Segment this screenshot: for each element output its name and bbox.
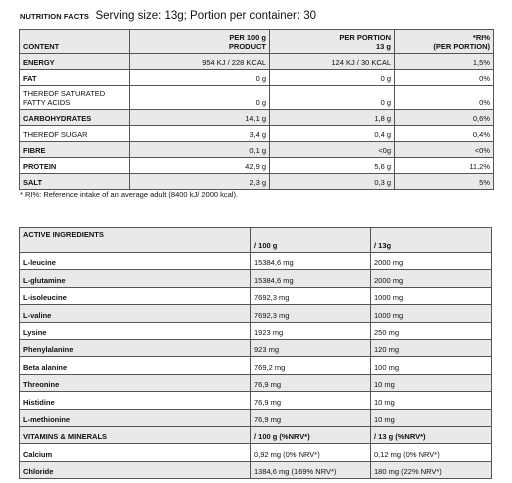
col-per-100g: PER 100 g PRODUCT <box>130 30 270 54</box>
ri-footnote: * RI%: Reference intake of an average adult (8400 kJ/ 2000 kcal). <box>20 190 239 199</box>
ingredients-header-row <box>20 228 492 253</box>
table-row-protein: PROTEIN 42,9 g 5,6 g 11,2% <box>20 158 494 174</box>
table-row: Calcium 0,92 mg (0% NRV*) 0,12 mg (0% NRV*) <box>20 444 492 461</box>
table-row-fat: FAT 0 g 0 g 0% <box>20 70 494 86</box>
table-row: L-valine 7692,3 mg 1000 mg <box>20 305 492 322</box>
table-row-salt: SALT 2,3 g 0,3 g 5% <box>20 174 494 190</box>
table-row-carbohydrates: CARBOHYDRATES 14,1 g 1,8 g 0,6% <box>20 110 494 126</box>
table-row: L-glutamine 15384,6 mg 2000 mg <box>20 270 492 287</box>
col-per-100g: / 100 g <box>251 228 371 253</box>
table-row: Histidine 76,9 mg 10 mg <box>20 392 492 409</box>
col-ri-percent: *RI% (PER PORTION) <box>395 30 494 54</box>
table-row: Lysine 1923 mg 250 mg <box>20 322 492 339</box>
vitamins-header-row: VITAMINS & MINERALS / 100 g (%NRV*) / 13 g (%NRV*) <box>20 426 492 443</box>
serving-info: Serving size: 13g; Portion per container: 30 <box>95 10 316 22</box>
table-row: L-methionine 76,9 mg 10 mg <box>20 409 492 426</box>
table-row: Threonine 76,9 mg 10 mg <box>20 374 492 391</box>
nutrition-header <box>20 6 316 24</box>
nutrition-header-row <box>20 30 494 54</box>
active-ingredients-table <box>19 227 492 479</box>
table-row: Phenylalanine 923 mg 120 mg <box>20 339 492 356</box>
table-row: L-isoleucine 7692,3 mg 1000 mg <box>20 287 492 304</box>
table-row: L-leucine 15384,6 mg 2000 mg <box>20 253 492 270</box>
col-vitamins-minerals: VITAMINS & MINERALS <box>20 426 251 443</box>
nutrition-table <box>19 29 494 190</box>
nutrition-facts-label: NUTRITION FACTS <box>20 12 89 21</box>
table-row-sugar: THEREOF SUGAR 3,4 g 0,4 g 0,4% <box>20 126 494 142</box>
col-active-ingredients: ACTIVE INGREDIENTS <box>20 228 251 253</box>
table-row: Chloride 1384,6 mg (169% NRV*) 180 mg (22% NRV*) <box>20 461 492 478</box>
table-row-energy: ENERGY 954 KJ / 228 KCAL 124 KJ / 30 KCAL 1,5% <box>20 54 494 70</box>
table-row-fibre: FIBRE 0,1 g <0g <0% <box>20 142 494 158</box>
col-per-13g: / 13g <box>371 228 492 253</box>
col-per-portion: PER PORTION 13 g <box>270 30 395 54</box>
table-row-saturated-fat: THEREOF SATURATED FATTY ACIDS 0 g 0 g 0% <box>20 86 494 110</box>
col-content: CONTENT <box>20 30 130 54</box>
table-row: Beta alanine 769,2 mg 100 mg <box>20 357 492 374</box>
